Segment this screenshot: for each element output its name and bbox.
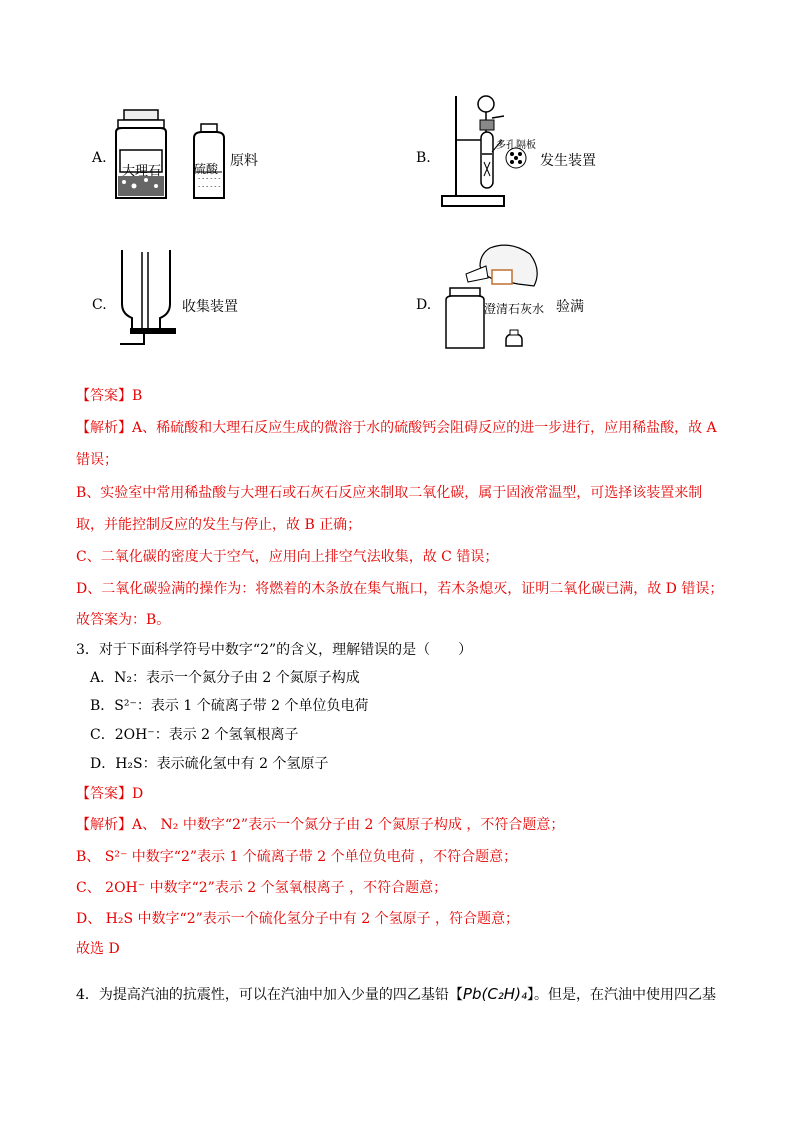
porous-plate-label: 多孔隔板 xyxy=(496,140,536,151)
limewater-test-figure xyxy=(438,240,548,354)
gas-collection-bottle-figure xyxy=(116,248,180,352)
generator-apparatus-figure xyxy=(440,92,540,210)
svg-text:- - - - - -: - - - - - - xyxy=(198,175,221,182)
limestone-label: 大理石 xyxy=(122,164,162,179)
q3-analysis-line-2: B、 S²⁻ 中数字“2”表示 1 个硫离子带 2 个单位负电荷 ，不符合题意； xyxy=(76,849,518,865)
q3-answer: 【答案】D xyxy=(76,786,144,802)
q2-analysis-line-5: C、二氧化碳的密度大于空气，应用向上排空气法收集，故 C 错误； xyxy=(76,549,499,565)
q2-analysis-line-4: 取，并能控制反应的发生与停止，故 B 正确； xyxy=(76,517,362,533)
option-a-letter: A. xyxy=(92,150,107,166)
generator-caption: 发生装置 xyxy=(540,153,596,169)
q3-analysis-line-1: 【解析】A、 N₂ 中数字“2”表示一个氮分子由 2 个氮原子构成 ，不符合题意； xyxy=(76,817,565,833)
q2-analysis-line-7: 故答案为：B。 xyxy=(76,612,171,628)
q3-option-c: C．2OH⁻：表示 2 个氢氧根离子 xyxy=(90,727,299,743)
q2-answer: 【答案】B xyxy=(76,388,143,404)
limewater-label: 澄清石灰水 xyxy=(484,302,545,316)
q2-analysis-line-2: 错误； xyxy=(76,452,118,468)
q2-analysis-line-1: 【解析】A、稀硫酸和大理石反应生成的微溶于水的硫酸钙会阻碍反应的进一步进行，应用稀盐酸，故 A xyxy=(76,420,717,436)
q3-analysis-line-3: C、 2OH⁻ 中数字“2”表示 2 个氢氧根离子 ，不符合题意； xyxy=(76,880,448,896)
q3-option-a: A．N₂：表示一个氮分子由 2 个氮原子构成 xyxy=(90,670,360,686)
q3-analysis-line-5: 故选 D xyxy=(76,941,120,957)
collection-caption: 收集装置 xyxy=(182,299,238,315)
option-d-letter: D. xyxy=(416,297,432,313)
q3-option-d: D．H₂S：表示硫化氢中有 2 个氢原子 xyxy=(90,756,329,772)
q4-stem xyxy=(76,984,716,1005)
q2-analysis-line-3: B、实验室中常用稀盐酸与大理石或石灰石反应来制取二氧化碳，属于固液常温型，可选择该装置来制 xyxy=(76,485,703,501)
q3-option-b: B．S²⁻：表示 1 个硫离子带 2 个单位负电荷 xyxy=(90,698,369,714)
q3-analysis-line-4: D、 H₂S 中数字“2”表示一个硫化氢分子中有 2 个氢原子 ，符合题意； xyxy=(76,911,520,927)
raw-materials-caption: 原料 xyxy=(230,153,258,169)
svg-text:- - - - - -: - - - - - - xyxy=(198,183,221,190)
full-test-caption: 验满 xyxy=(556,299,584,315)
q4-stem-after: 】。但是，在汽油中使用四乙基 xyxy=(526,987,716,1003)
option-b-letter: B. xyxy=(416,150,431,166)
raw-materials-bottles-figure xyxy=(110,106,240,206)
tetraethyl-lead-formula: Pb(C₂H)₄ xyxy=(462,985,527,1003)
q3-stem: 3．对于下面科学符号中数字“2”的含义，理解错误的是（ ） xyxy=(76,642,473,658)
q2-analysis-line-6: D、二氧化碳验满的操作为：将燃着的木条放在集气瓶口，若木条熄灭，证明二氧化碳已满，故 D 错误； xyxy=(76,581,724,597)
acid-label: 硫酸 xyxy=(194,162,219,176)
option-c-letter: C. xyxy=(92,297,107,313)
q4-stem-before: 4．为提高汽油的抗震性，可以在汽油中加入少量的四乙基铅【 xyxy=(76,987,463,1003)
